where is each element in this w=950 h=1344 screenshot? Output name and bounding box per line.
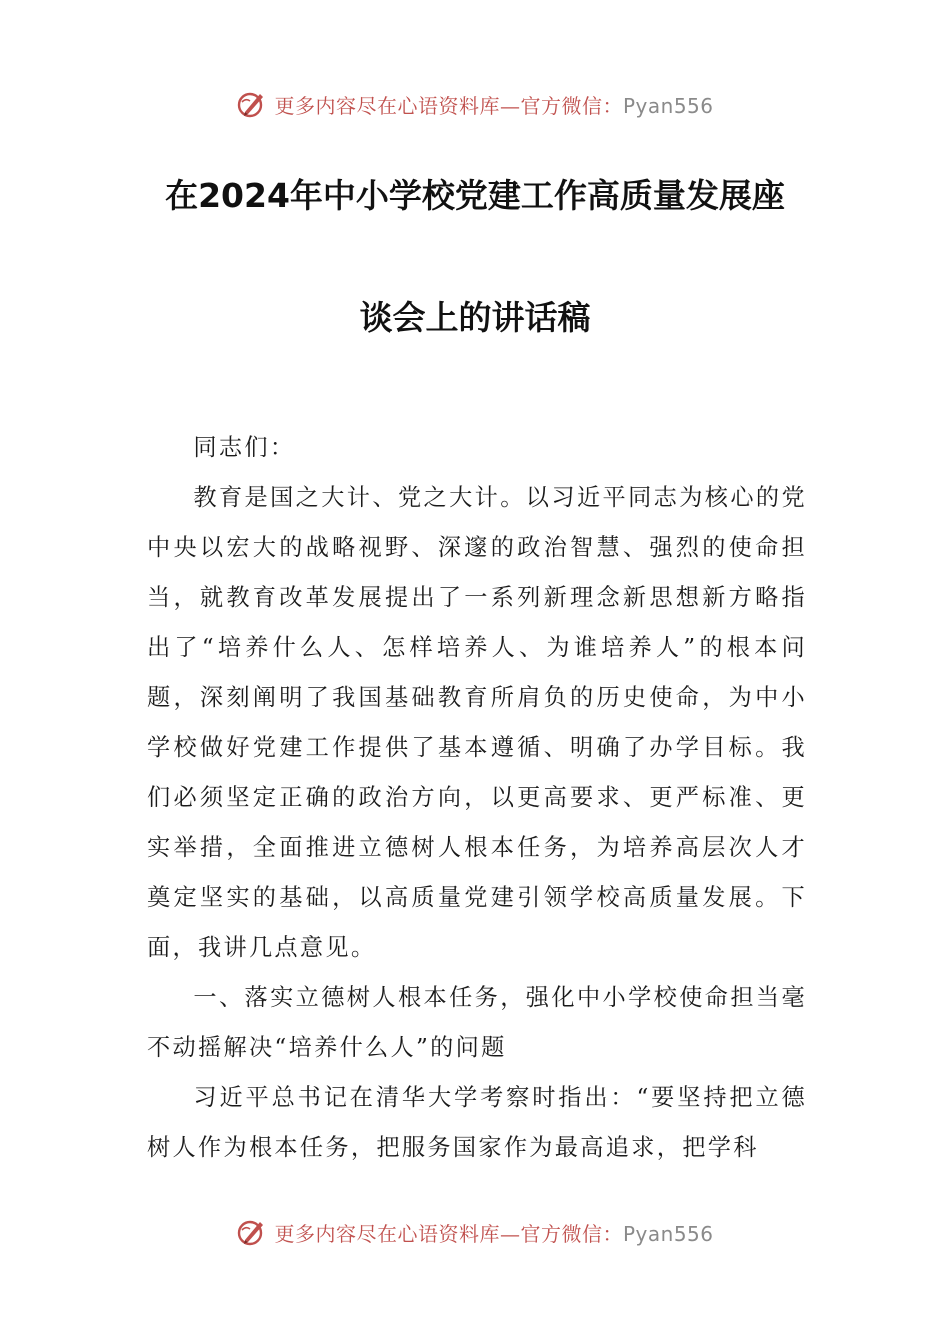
paragraph: 习近平总书记在清华大学考察时指出：“要坚持把立德树人作为根本任务，把服务国家作为最高追求，把学科	[147, 1084, 807, 1161]
document-title-line-2: 谈会上的讲话稿	[359, 298, 591, 337]
watermark-text: 更多内容尽在心语资料库—官方微信：Pyan556	[274, 93, 714, 118]
document-body	[147, 423, 807, 1173]
document-title-line-1: 在2024年中小学校党建工作高质量发展座	[165, 176, 785, 215]
watermark-text: 更多内容尽在心语资料库—官方微信：Pyan556	[274, 1221, 714, 1246]
paragraph: 教育是国之大计、党之大计。以习近平同志为核心的党中央以宏大的战略视野、深邃的政治智慧、强烈的使命担当，就教育改革发展提出了一系列新理念新思想新方略指出了“培养什么人、怎样培养人、为谁培养人”的根本问题，深刻阐明了我国基础教育所肩负的历史使命，为中小学校做好党建工作提供了基本遵循、明确了办学目标。我们必须坚定正确的政治方向，以更高要求、更严标准、更实举措，全面推进立德树人根本任务，为培养高层次人才奠定坚实的基础，以高质量党建引领学校高质量发展。下面，我讲几点意见。	[147, 484, 807, 961]
pen-logo-icon	[236, 88, 268, 120]
pen-logo-icon	[236, 1216, 268, 1248]
section-heading: 一、落实立德树人根本任务，强化中小学校使命担当毫不动摇解决“培养什么人”的问题	[147, 984, 807, 1061]
footer-watermark	[0, 1212, 950, 1252]
header-watermark	[0, 84, 950, 124]
salutation: 同志们：	[193, 434, 296, 461]
